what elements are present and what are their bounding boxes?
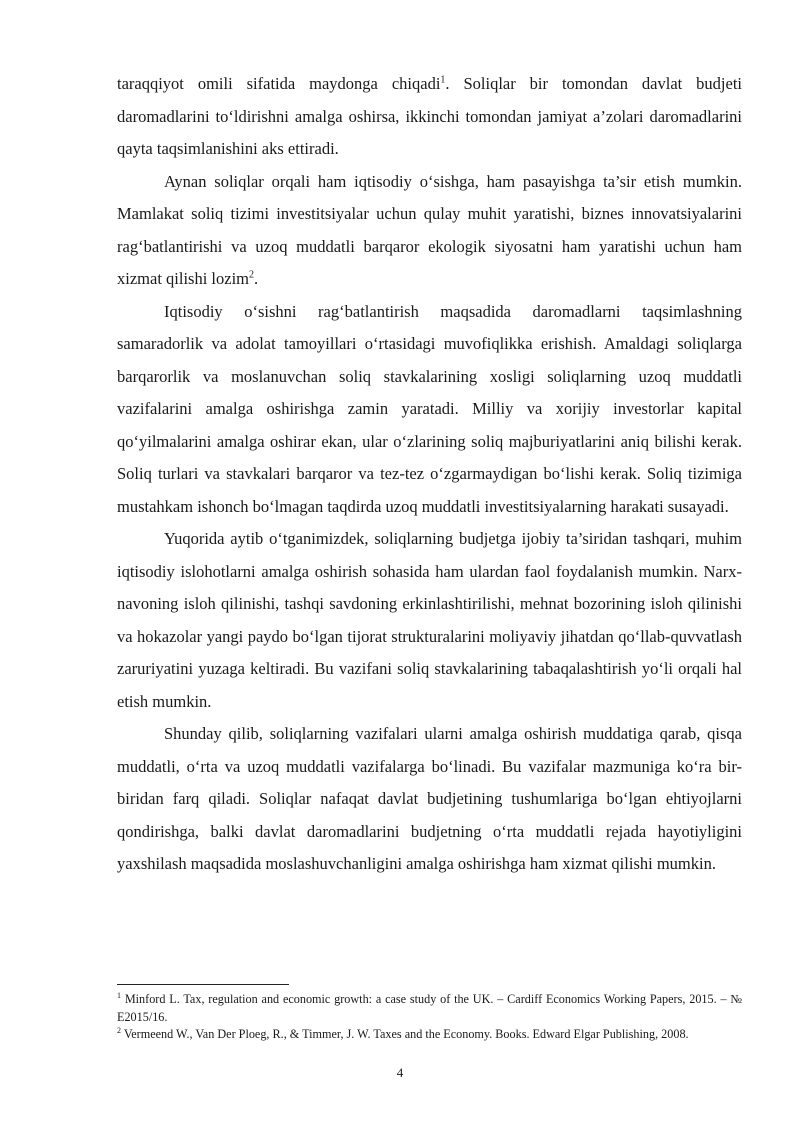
- paragraph-1-text: taraqqiyot omili sifatida maydonga chiqadi: [117, 74, 441, 93]
- paragraph-1: [117, 68, 742, 166]
- paragraph-1-text-end: . Soliqlar bir tomondan davlat budjeti daromadlarini to‘ldirishni amalga oshirsa, ikkinchi tomondan jamiyat a’zolari daromadlarini qayta taqsimlanishini aks ettiradi.: [117, 74, 742, 158]
- paragraph-4: Yuqorida aytib o‘tganimizdek, soliqlarning budjetga ijobiy ta’siridan tashqari, muhim iqtisodiy islohotlarni amalga oshirish sohasida ham ulardan faol foydalanish mumkin. Narx-navoning isloh qilinishi, tashqi savdoning erkinlashtirilishi, mehnat bozorining isloh qilinishi va hokazolar yangi paydo bo‘lgan tijorat strukturalarini moliyaviy jihatdan qo‘llab-quvvatlash zaruriyatini yuzaga keltiradi. Bu vazifani soliq stavkalarining tabaqalashtirish yo‘li orqali hal etish mumkin.: [117, 529, 742, 711]
- paragraph-3: Iqtisodiy o‘sishni rag‘batlantirish maqsadida daromadlarni taqsimlashning samaradorlik va adolat tamoyillari o‘rtasidagi muvofiqlikka erishish. Amaldagi soliqlarga barqarorlik va moslanuvchan soliq stavkalarining xosligi soliqlarning uzoq muddatli vazifalarini amalga oshirishga zamin yaratadi. Milliy va xorijiy investorlar kapital qo‘yilmalarini amalga oshirar ekan, ular o‘zlarining soliq majburiyatlarini aniq bilishi kerak. Soliq turlari va stavkalari barqaror va tez-tez o‘zgarmaydigan bo‘lishi kerak. Soliq tizimiga mustahkam ishonch bo‘lmagan taqdirda uzoq muddatli investitsiyalarning harakati susayadi.: [117, 301, 742, 516]
- paragraph-2-text-end: .: [253, 269, 259, 288]
- paragraph-2: [117, 166, 742, 296]
- footnote-ref-1[interactable]: 1: [440, 74, 446, 86]
- page-body: [117, 68, 742, 881]
- footnote-1: [117, 991, 742, 1026]
- footnote-2: [117, 1026, 742, 1044]
- footnote-mark-2: 2: [117, 1025, 121, 1035]
- footnotes: [117, 991, 742, 1044]
- paragraph-2-text: Aynan soliqlar orqali ham iqtisodiy o‘sishga, ham pasayishga ta’sir etish mumkin. Mamlakat soliq tizimi investitsiyalar uchun qulay muhit yaratishi, biznes innovatsiyalarini rag‘batlantirishi va uzoq muddatli barqaror ekologik siyosatni ham yaratishi uchun ham xizmat qilishi lozim: [117, 171, 742, 288]
- footnote-2-text: Vermeend W., Van Der Ploeg, R., & Timmer, J. W. Taxes and the Economy. Books. Edward Elgar Publishing, 2008.: [121, 1027, 689, 1041]
- page-number: 4: [396, 1065, 404, 1080]
- paragraph-5: Shunday qilib, soliqlarning vazifalari ularni amalga oshirish muddatiga qarab, qisqa muddatli, o‘rta va uzoq muddatli vazifalarga bo‘linadi. Bu vazifalar mazmuniga ko‘ra bir-biridan farq qiladi. Soliqlar nafaqat davlat budjetining tushumlariga bo‘lgan ehtiyojlarni qondirishga, balki davlat daromadlarini budjetning o‘rta muddatli rejada hayotiyligini yaxshilash maqsadida moslashuvchanligini amalga oshirishga ham xizmat qilishi mumkin.: [117, 724, 742, 873]
- footnote-1-text: Minford L. Tax, regulation and economic growth: a case study of the UK. – Cardiff Economics Working Papers, 2015. – № E2015/16.: [117, 992, 742, 1024]
- footnote-separator: [117, 984, 289, 985]
- footnote-mark-1: 1: [117, 990, 121, 1000]
- footnote-ref-2[interactable]: 2: [248, 269, 254, 281]
